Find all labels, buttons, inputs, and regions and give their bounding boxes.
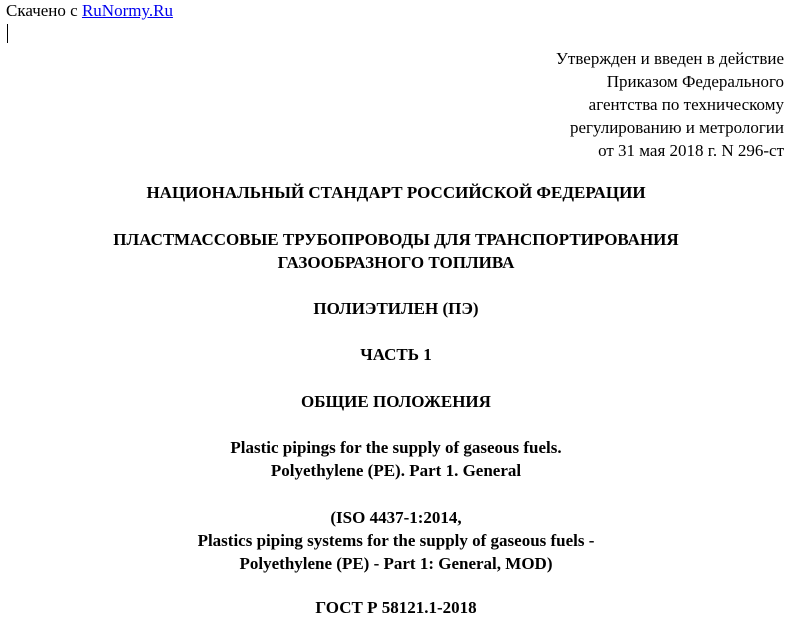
text-cursor bbox=[7, 24, 8, 43]
english-title-line-2: Polyethylene (PE). Part 1. General bbox=[270, 461, 522, 480]
iso-reference-line-2: Plastics piping systems for the supply of gaseous fuels - bbox=[197, 531, 595, 550]
download-source-line bbox=[6, 1, 173, 21]
gost-number: ГОСТ Р 58121.1-2018 bbox=[315, 598, 477, 617]
english-title-line-1: Plastic pipings for the supply of gaseous fuels. bbox=[230, 438, 562, 457]
standard-title: НАЦИОНАЛЬНЫЙ СТАНДАРТ РОССИЙСКОЙ ФЕДЕРАЦИИ bbox=[146, 183, 646, 202]
approval-line: Утвержден и введен в действие bbox=[555, 49, 784, 68]
approval-line: Приказом Федерального bbox=[606, 72, 784, 91]
approval-line: регулированию и метрологии bbox=[569, 118, 784, 137]
subject-title-line-2: ГАЗООБРАЗНОГО ТОПЛИВА bbox=[277, 253, 515, 272]
approval-line: агентства по техническому bbox=[588, 95, 784, 114]
approval-line: от 31 мая 2018 г. N 296-ст bbox=[598, 141, 784, 160]
iso-reference-line-1: (ISO 4437-1:2014, bbox=[330, 508, 462, 527]
material-title: ПОЛИЭТИЛЕН (ПЭ) bbox=[313, 299, 479, 318]
part-title: ОБЩИЕ ПОЛОЖЕНИЯ bbox=[301, 392, 491, 411]
iso-reference-line-3: Polyethylene (PE) - Part 1: General, MOD) bbox=[239, 554, 553, 573]
source-prefix: Скачено с bbox=[6, 1, 82, 20]
subject-title-line-1: ПЛАСТМАССОВЫЕ ТРУБОПРОВОДЫ ДЛЯ ТРАНСПОРТИРОВАНИЯ bbox=[113, 230, 679, 249]
part-number: ЧАСТЬ 1 bbox=[360, 345, 432, 364]
runormy-link[interactable]: RuNormy.Ru bbox=[81, 1, 173, 20]
approval-block bbox=[556, 47, 784, 162]
